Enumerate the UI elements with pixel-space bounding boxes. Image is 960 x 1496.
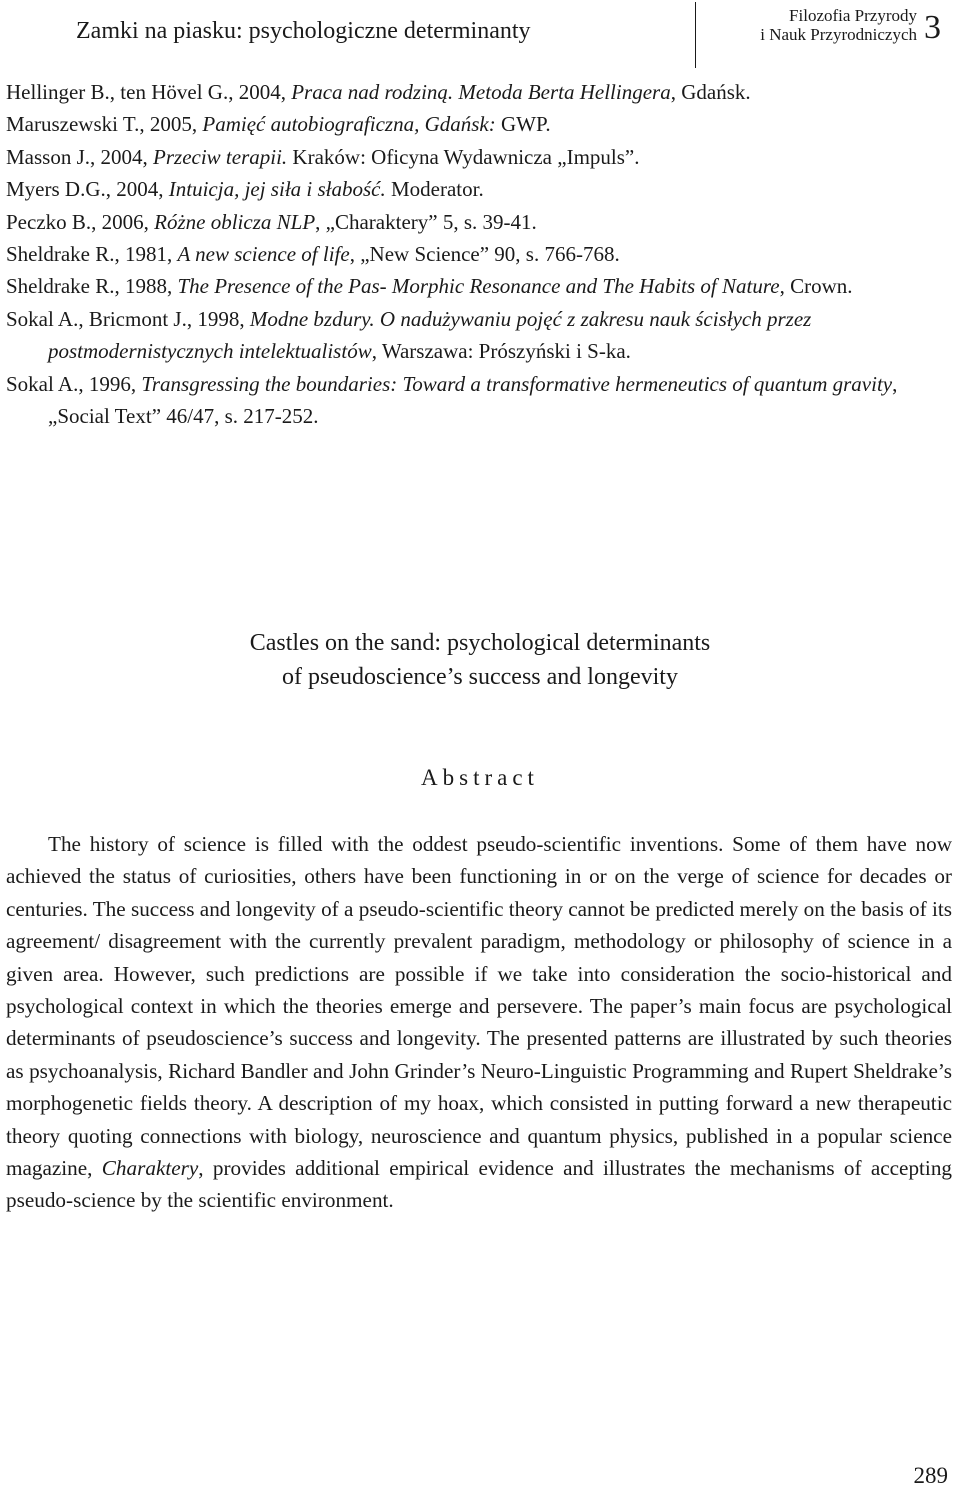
reference-item: Myers D.G., 2004, Intuicja, jej siła i słabość. Moderator. xyxy=(6,177,484,202)
header-divider xyxy=(695,2,696,68)
magazine-name: Charaktery xyxy=(101,1156,199,1181)
reference-item: Sheldrake R., 1981, A new science of life, „New Science” 90, s. 766-768. xyxy=(6,242,620,267)
reference-list xyxy=(6,76,954,432)
abstract-heading: Abstract xyxy=(421,765,539,790)
running-title: Zamki na piasku: psychologiczne determinanty xyxy=(76,18,531,44)
page-number: 289 xyxy=(913,1463,948,1488)
journal-name-line1: Filozofia Przyrody xyxy=(789,6,917,25)
journal-name-line2: i Nauk Przyrodniczych xyxy=(760,25,917,44)
reference-item: Hellinger B., ten Hövel G., 2004, Praca nad rodziną. Metoda Berta Hellingera, Gdańsk. xyxy=(6,80,751,104)
english-title-line2: of pseudoscience’s success and longevity xyxy=(282,664,678,690)
abstract-body: The history of science is filled with the oddest pseudo-scientific inventions. Some of them have now achieved the status of curiosities, others have been functioning in or on the verge of science for decades or centuries. The success and longevity of a pseudo-scientific theory cannot be predicted merely on the basis of its agreement/ disagreement with the currently prevalent paradigm, methodology or philosophy of science in a given area. However, such predictions are possible if we take into consideration the socio-historical and psychological context in which the theories emerge and persevere. The paper’s main focus are psychological determinants of pseudoscience’s success and longevity. The presented patterns are illustrated by such theories as psychoanalysis, Richard Bandler and John Grinder’s Neuro-Linguistic Programming and Rupert Sheldrake’s morphogenetic fields theory. A description of my hoax, which consisted in putting forward a new therapeutic theory quoting connections with biology, neuroscience and quantum physics, published in a popular science magazine, Charaktery, provides additional empirical evidence and illustrates the mechanisms of accepting pseudo-science by the scientific environment. xyxy=(6,832,953,1213)
issue-number: 3 xyxy=(924,9,941,46)
reference-item: Sokal A., 1996, Transgressing the boundaries: Toward a transformative hermeneutics of quantum gravity, „Social Text” 46/47, s. 217-252. xyxy=(6,371,898,429)
reference-item: Peczko B., 2006, Różne oblicza NLP, „Charaktery” 5, s. 39-41. xyxy=(6,209,537,234)
english-title-line1: Castles on the sand: psychological determinants xyxy=(249,630,711,656)
journal-name xyxy=(709,6,917,44)
reference-item: Sokal A., Bricmont J., 1998, Modne bzdury. O nadużywaniu pojęć z zakresu nauk ścisłych przez postmodernistycznych intelektualistów, Warszawa: Prószyński i S-ka. xyxy=(6,306,812,364)
reference-item: Masson J., 2004, Przeciw terapii. Kraków: Oficyna Wydawnicza „Impuls”. xyxy=(6,144,640,169)
reference-item: Maruszewski T., 2005, Pamięć autobiograficzna, Gdańsk: GWP. xyxy=(6,112,551,137)
english-title xyxy=(0,626,960,694)
reference-item: Sheldrake R., 1988, The Presence of the Pas- Morphic Resonance and The Habits of Nature, Crown. xyxy=(6,274,853,299)
